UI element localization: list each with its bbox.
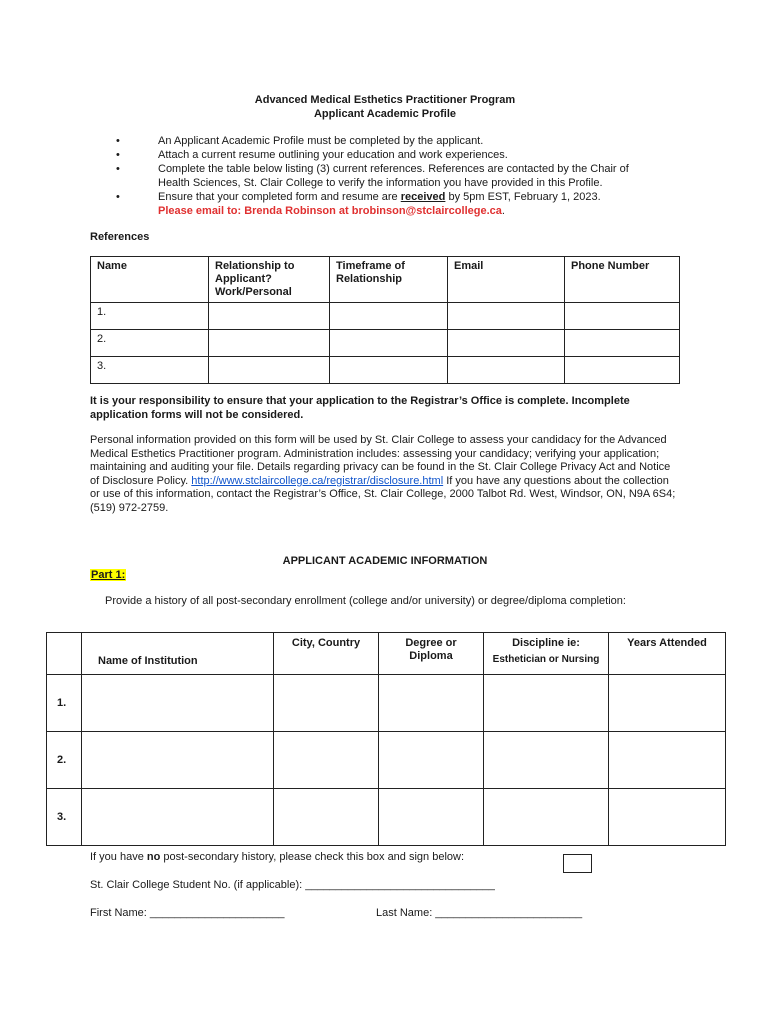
row-number: 2.: [47, 732, 82, 789]
col-years-header: Years Attended: [609, 633, 726, 675]
row-number: 3.: [47, 789, 82, 846]
no-history-text: If you have: [90, 851, 147, 863]
city-cell[interactable]: [274, 675, 379, 732]
institution-cell[interactable]: [82, 675, 274, 732]
table-header-row: [47, 633, 726, 675]
col-relationship-header: Relationship to Applicant? Work/Personal: [209, 257, 330, 303]
table-row: [47, 789, 726, 846]
academic-table: [46, 632, 726, 846]
years-cell[interactable]: [609, 732, 726, 789]
row-number: 2.: [91, 330, 209, 357]
table-row: [91, 303, 680, 330]
reference-timeframe-cell[interactable]: [330, 357, 448, 384]
years-cell[interactable]: [609, 789, 726, 846]
table-row: [47, 732, 726, 789]
reference-relationship-cell[interactable]: [209, 357, 330, 384]
degree-cell[interactable]: [379, 789, 484, 846]
privacy-text: If you have any questions about the collection or use of this information, contact the Registrar’s Office, St. Clair College, 2000 Talbot Rd. West, Windsor, ON, N9A 6S4; (519) 972-2759.: [90, 474, 676, 514]
instruction-text: .: [501, 205, 505, 217]
no-history-instruction: [90, 851, 464, 863]
row-number-header: [47, 633, 82, 675]
reference-phone-cell[interactable]: [565, 303, 680, 330]
city-cell[interactable]: [274, 732, 379, 789]
instruction-text: by 5pm EST, February 1, 2023.: [445, 191, 601, 203]
degree-cell[interactable]: [379, 675, 484, 732]
student-number-field[interactable]: St. Clair College Student No. (if applicable): _______________________________: [90, 879, 495, 891]
table-row: [91, 357, 680, 384]
city-cell[interactable]: [274, 789, 379, 846]
reference-relationship-cell[interactable]: [209, 330, 330, 357]
discipline-label: Discipline ie:: [512, 637, 580, 649]
responsibility-notice: It is your responsibility to ensure that your application to the Registrar’s Office is complete. Incomplete application forms will not be considered.: [90, 395, 630, 421]
col-email-header: Email: [448, 257, 565, 303]
academic-heading: APPLICANT ACADEMIC INFORMATION: [282, 555, 488, 567]
row-number: 1.: [47, 675, 82, 732]
email-instruction: Please email to: Brenda Robinson at brobinson@stclaircollege.ca: [158, 205, 502, 217]
instruction-item: • Complete the table below listing (3) current references. References are contacted by the Chair of Health Sciences, St. Clair College to verify the information you have provided in this Profile.: [110, 162, 650, 190]
academic-instruction: Provide a history of all post-secondary enrollment (college and/or university) or degree/diploma completion:: [105, 595, 626, 607]
col-name-header: Name: [91, 257, 209, 303]
years-cell[interactable]: [609, 675, 726, 732]
document-title: Advanced Medical Esthetics Practitioner Program: [254, 94, 516, 106]
reference-timeframe-cell[interactable]: [330, 303, 448, 330]
last-name-field[interactable]: Last Name: ________________________: [376, 907, 583, 919]
table-row: [91, 330, 680, 357]
discipline-cell[interactable]: [484, 789, 609, 846]
privacy-paragraph: [90, 434, 680, 515]
col-institution-header: Name of Institution: [82, 633, 274, 675]
instruction-list: [110, 134, 650, 218]
row-number: 3.: [91, 357, 209, 384]
instruction-text: Ensure that your completed form and resume are: [158, 191, 401, 203]
discipline-cell[interactable]: [484, 675, 609, 732]
instruction-item: • An Applicant Academic Profile must be completed by the applicant.: [110, 134, 650, 148]
no-history-checkbox[interactable]: [563, 854, 592, 873]
reference-email-cell[interactable]: [448, 303, 565, 330]
col-degree-header: Degree or Diploma: [379, 633, 484, 675]
table-header-row: [91, 257, 680, 303]
references-heading: References: [90, 231, 150, 243]
row-number: 1.: [91, 303, 209, 330]
col-discipline-header: [484, 633, 609, 675]
first-name-field[interactable]: First Name: ______________________: [90, 907, 285, 919]
col-phone-header: Phone Number: [565, 257, 680, 303]
references-table: [90, 256, 680, 384]
degree-cell[interactable]: [379, 732, 484, 789]
table-row: [47, 675, 726, 732]
received-emphasis: received: [400, 191, 446, 203]
reference-email-cell[interactable]: [448, 330, 565, 357]
disclosure-link[interactable]: http://www.stclaircollege.ca/registrar/disclosure.html: [191, 474, 444, 487]
reference-timeframe-cell[interactable]: [330, 330, 448, 357]
discipline-cell[interactable]: [484, 732, 609, 789]
no-history-text: post-secondary history, please check this box and sign below:: [160, 851, 465, 863]
instruction-item: • Attach a current resume outlining your education and work experiences.: [110, 148, 650, 162]
col-city-header: City, Country: [274, 633, 379, 675]
privacy-text: Personal information provided on this form will be used by St. Clair College to assess your candidacy for the Advanced Medical Esthetics Practitioner program. Administration includes: assessing your candidacy; verifying your application; maintaining and auditing your file. Details regarding privacy can be found in the St. Clair College Privacy Act and Notice of Disclosure Policy.: [90, 434, 671, 487]
document-subtitle: Applicant Academic Profile: [313, 108, 457, 120]
reference-email-cell[interactable]: [448, 357, 565, 384]
col-timeframe-header: Timeframe of Relationship: [330, 257, 448, 303]
part-1-label: Part 1:: [91, 569, 126, 581]
reference-phone-cell[interactable]: [565, 357, 680, 384]
institution-cell[interactable]: [82, 732, 274, 789]
instruction-item: [110, 190, 650, 218]
institution-cell[interactable]: [82, 789, 274, 846]
reference-relationship-cell[interactable]: [209, 303, 330, 330]
discipline-sublabel: Esthetician or Nursing: [492, 654, 600, 665]
no-emphasis: no: [146, 851, 161, 863]
reference-phone-cell[interactable]: [565, 330, 680, 357]
